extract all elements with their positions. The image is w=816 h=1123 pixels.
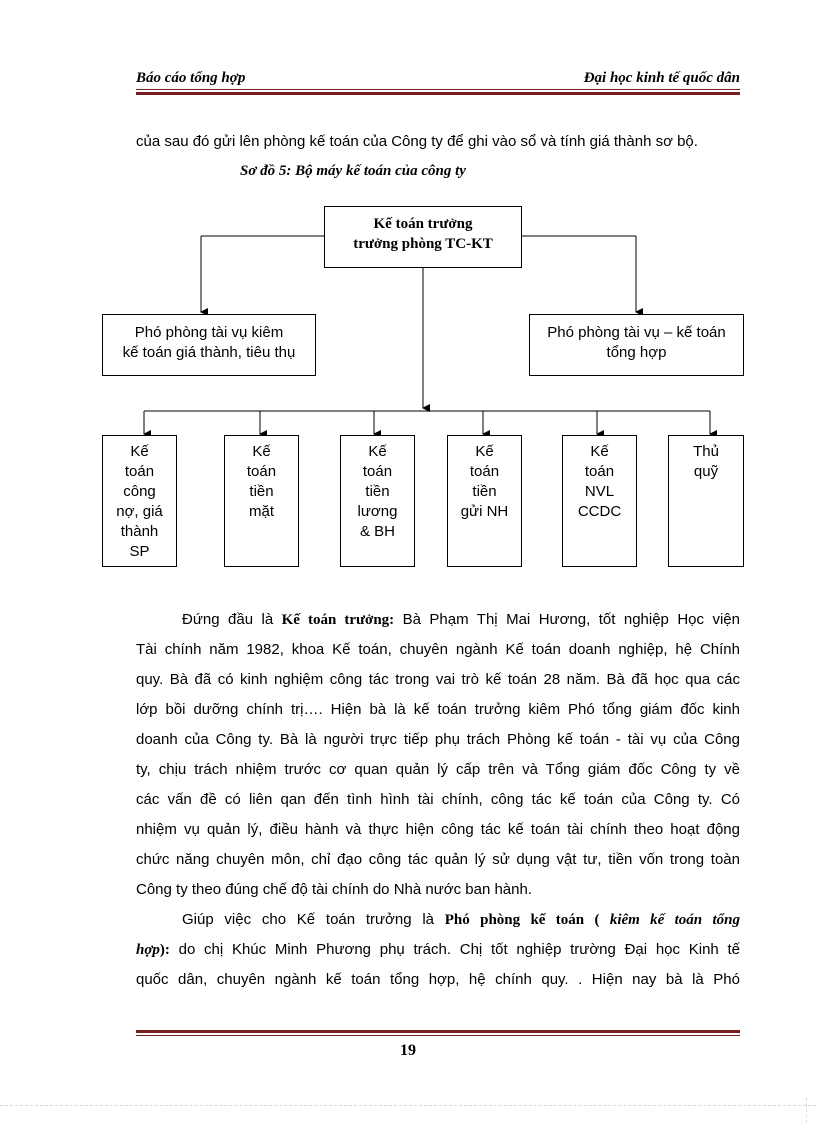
para1-line-1: Đứng đầu là Kế toán trưởng: Bà Phạm Thị Mai Hương, tốt nghiệp Học viện bbox=[182, 611, 740, 628]
box-materials-tools bbox=[562, 435, 637, 567]
box-5-line: CCDC bbox=[577, 503, 622, 520]
page-edge-right bbox=[806, 1098, 808, 1123]
box-3-line: lương bbox=[357, 503, 398, 520]
box-1-line: thành bbox=[120, 523, 159, 540]
box-bank-deposits bbox=[447, 435, 522, 567]
page-number: 19 bbox=[400, 1042, 416, 1059]
deputy-general-line-2: tổng hợp bbox=[606, 344, 667, 361]
box-4-line: gửi NH bbox=[460, 503, 509, 520]
box-1-line: công bbox=[123, 483, 156, 500]
box-receivables-cost bbox=[102, 435, 177, 567]
para1-line-5: doanh của Công ty. Bà là người trực tiếp phụ trách Phòng kế toán - tài vụ của Công bbox=[136, 731, 740, 748]
box-1-line: nợ, giá bbox=[116, 503, 163, 520]
box-5-line: Kế bbox=[590, 443, 609, 460]
para1-line-4: lớp bồi dưỡng chính trị…. Hiện bà là kế toán trưởng kiêm Phó tổng giám đốc kinh bbox=[136, 701, 740, 718]
box-payroll bbox=[340, 435, 415, 567]
deputy-cost-sales-line-1: Phó phòng tài vụ kiêm bbox=[134, 324, 284, 341]
box-5-line: toán bbox=[584, 463, 615, 480]
intro-sentence: của sau đó gửi lên phòng kế toán của Công ty để ghi vào sổ và tính giá thành sơ bộ. bbox=[136, 133, 698, 150]
deputy-general-accounting-box bbox=[529, 314, 744, 376]
box-1-line: Kế bbox=[130, 443, 149, 460]
para1-line-6: ty, chịu trách nhiệm trước cơ quan quản lý cấp trên và Tổng giám đốc Công ty về bbox=[136, 761, 740, 778]
box-2-line: mặt bbox=[248, 503, 274, 520]
bold-term-deputy: Phó phòng kế toán ( bbox=[444, 912, 600, 928]
box-2-line: tiền bbox=[249, 483, 274, 500]
diagram-title: Sơ đồ 5: Bộ máy kế toán của công ty bbox=[240, 163, 466, 179]
chief-accountant-box bbox=[324, 206, 522, 268]
paragraph-chief-accountant bbox=[136, 605, 740, 905]
box-3-line: toán bbox=[362, 463, 393, 480]
box-4-line: tiền bbox=[472, 483, 497, 500]
box-4-line: Kế bbox=[475, 443, 494, 460]
para2-line-3: quốc dân, chuyên ngành kế toán tổng hợp, hệ chính quy. . Hiện nay bà là Phó bbox=[136, 971, 740, 988]
box-3-line: tiền bbox=[365, 483, 390, 500]
para1-line-2: Tài chính năm 1982, khoa Kế toán, chuyên ngành Kế toán doanh nghiệp, hệ Chính bbox=[136, 641, 740, 658]
box-6-line: quỹ bbox=[693, 463, 719, 480]
box-5-line: NVL bbox=[584, 483, 615, 500]
chief-accountant-line-1: Kế toán trưởng bbox=[373, 216, 473, 232]
box-3-line: & BH bbox=[359, 523, 395, 540]
box-1-line: toán bbox=[124, 463, 155, 480]
para1-line-10: Công ty theo đúng chế độ tài chính do Nhà nước ban hành. bbox=[136, 881, 532, 898]
box-3-line: Kế bbox=[368, 443, 387, 460]
bold-term-chief-accountant: Kế toán trưởng: bbox=[281, 612, 395, 628]
deputy-cost-sales-line-2: kế toán giá thành, tiêu thụ bbox=[122, 344, 296, 361]
para1-line-8: nhiệm vụ quản lý, điều hành và thực hiện công tác kế toán tài chính theo hoạt động bbox=[136, 821, 740, 838]
footer-rule-thin bbox=[136, 1035, 740, 1036]
box-treasurer bbox=[668, 435, 744, 567]
header-right-title: Đại học kinh tế quốc dân bbox=[583, 70, 740, 86]
para1-line-7: các vấn đề có liên qan đến tình hình tài chính, công tác kế toán của Công ty. Có bbox=[136, 791, 740, 808]
para2-line-1: Giúp việc cho Kế toán trưởng là Phó phòng kế toán ( kiêm kế toán tổng bbox=[182, 911, 740, 928]
box-1-line: SP bbox=[129, 543, 150, 560]
footer-rule-thick bbox=[136, 1030, 740, 1033]
para1-line-3: quy. Bà đã có kinh nghiệm công tác trong vai trò kế toán 28 năm. Bà đã học qua các bbox=[136, 671, 740, 688]
para1-line-9: chức năng chuyên môn, chỉ đạo công tác quản lý sử dụng vật tư, tiền vốn trong toàn bbox=[136, 851, 740, 868]
deputy-general-line-1: Phó phòng tài vụ – kế toán bbox=[547, 324, 726, 341]
box-6-line: Thủ bbox=[693, 443, 719, 460]
chief-accountant-line-2: trưởng phòng TC-KT bbox=[353, 236, 493, 252]
box-2-line: Kế bbox=[252, 443, 271, 460]
box-2-line: toán bbox=[246, 463, 277, 480]
para2-line-2: hợp): do chị Khúc Minh Phương phụ trách. Chị tốt nghiệp trường Đại học Kinh tế bbox=[136, 941, 740, 958]
page-edge-bottom bbox=[0, 1105, 816, 1107]
box-cash bbox=[224, 435, 299, 567]
box-4-line: toán bbox=[469, 463, 500, 480]
paragraph-deputy bbox=[136, 905, 740, 995]
deputy-cost-sales-box bbox=[102, 314, 316, 376]
header-left-title: Báo cáo tổng hợp bbox=[136, 70, 246, 86]
